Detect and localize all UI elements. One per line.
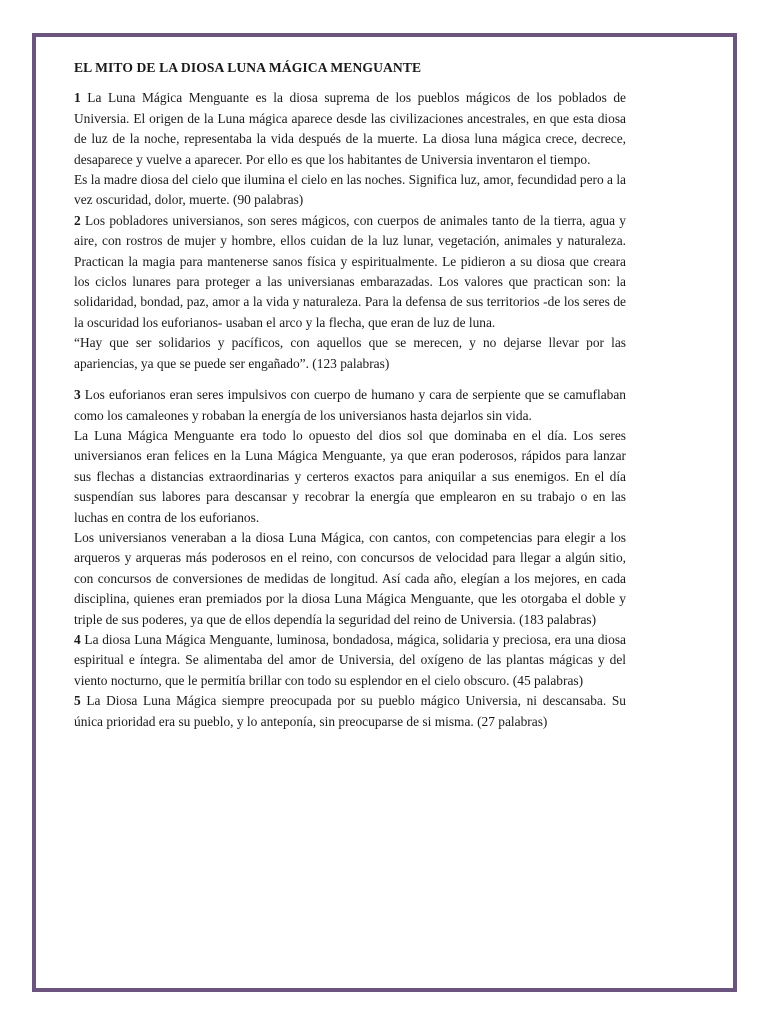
paragraph-text: Los pobladores universianos, son seres mágicos, con cuerpos de animales tanto de la tierra, agua y aire, con rostros de mujer y hombre, ellos cuidan de la luz lunar, vegetación, animales y naturaleza. Practican la magia para mantenerse sanos física y espiritualmente. Le pidieron a su diosa que creara los ciclos lunares para proteger a las universianas embarazadas. Los valores que practican son: la solidaridad, bondad, paz, amor a la vida y naturaleza. Para la defensa de sus territorios -de los seres de la oscuridad los euforianos- usaban el arco y la flecha, que eran de luz de luna. xyxy=(74,212,626,330)
paragraph-text: Los euforianos eran seres impulsivos con cuerpo de humano y cara de serpiente que se camuflaban como los camaleones y robaban la energía de los universianos hasta dejarlos sin vida. xyxy=(74,387,626,423)
section-1-paragraph-2: Es la madre diosa del cielo que ilumina el cielo en las noches. Significa luz, amor, fecundidad pero a la vez oscuridad, dolor, muerte. (90 palabras) xyxy=(74,172,627,208)
section-2-paragraph-2: “Hay que ser solidarios y pacíficos, con aquellos que se merecen, y no dejarse llevar por las apariencias, ya que se puede ser engañado”. (123 palabras) xyxy=(74,335,626,371)
document-body xyxy=(74,58,626,732)
section-2-paragraph-1 xyxy=(74,211,626,333)
section-3-paragraph-3: Los universianos veneraban a la diosa Luna Mágica, con cantos, con competencias para elegir a los arqueros y arqueras más poderosos en el reino, con concursos de velocidad para llegar a algún sitio, con concursos de conversiones de medidas de longitud. Así cada año, elegían a los mejores, en cada disciplina, quienes eran premiados por la diosa Luna Mágica Menguante, que les otorgaba el doble y triple de sus poderes, ya que de ellos dependía la seguridad del reino de Universia. (183 palabras) xyxy=(74,529,626,627)
section-number: 2 xyxy=(74,212,81,228)
section-number: 1 xyxy=(74,90,81,106)
section-number: 4 xyxy=(74,631,81,647)
section-4-paragraph-1 xyxy=(74,630,626,691)
document-title: EL MITO DE LA DIOSA LUNA MÁGICA MENGUANTE xyxy=(74,60,422,75)
section-number: 5 xyxy=(74,693,81,709)
section-5-paragraph-1 xyxy=(74,691,626,732)
section-3-paragraph-1 xyxy=(74,385,626,426)
section-3-paragraph-2: La Luna Mágica Menguante era todo lo opuesto del dios sol que dominaba en el día. Los seres universianos eran felices en la Luna Mágica Menguante, ya que eran poderosos, rápidos para lanzar sus flechas a distancias extraordinarias y certeros exactos para aniquilar a sus enemigos. En el día suspendían sus labores para descansar y recobrar la energía que emplearon en su trabajo o en las luchas en contra de los euforianos. xyxy=(74,427,626,525)
paragraph-text: La Diosa Luna Mágica siempre preocupada por su pueblo mágico Universia, ni descansaba. Su única prioridad era su pueblo, y lo anteponía, sin preocuparse de si misma. (27 palabras) xyxy=(74,693,626,729)
section-number: 3 xyxy=(74,387,81,403)
paragraph-text: La diosa Luna Mágica Menguante, luminosa, bondadosa, mágica, solidaria y preciosa, era una diosa espiritual e íntegra. Se alimentaba del amor de Universia, del oxígeno de las plantas mágicas y del viento nocturno, que le permitía brillar con todo su esplendor en el cielo obscuro. (45 palabras) xyxy=(74,631,626,688)
section-1-paragraph-1 xyxy=(74,88,626,170)
paragraph-text: La Luna Mágica Menguante es la diosa suprema de los pueblos mágicos de los poblados de Universia. El origen de la Luna mágica aparece desde las civilizaciones ancestrales, en que esta diosa de luz de la noche, representaba la vida después de la muerte. La diosa luna mágica crece, decrece, desaparece y vuelve a aparecer. Por ello es que los habitantes de Universia inventaron el tiempo. xyxy=(74,90,626,167)
